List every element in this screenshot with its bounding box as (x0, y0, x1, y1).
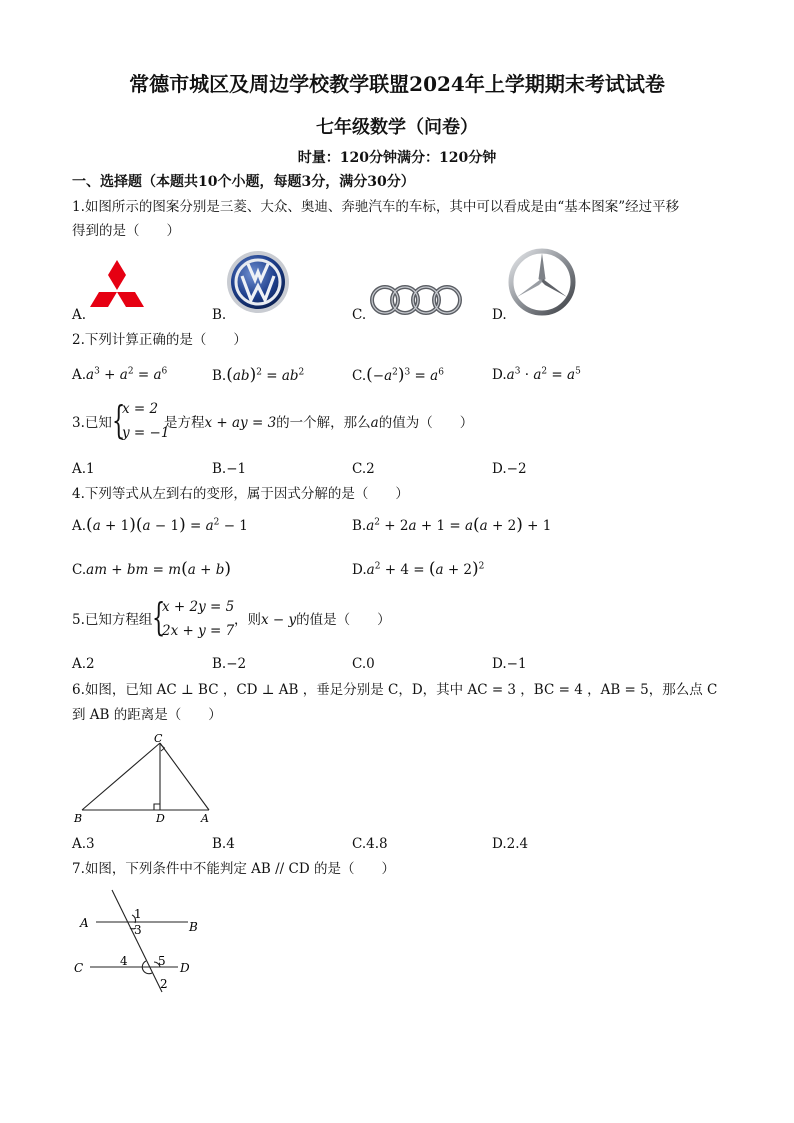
q2-option-b-prefix: B. (212, 368, 227, 384)
q1-option-a-label: A. (72, 307, 87, 323)
q6-triangle-figure (70, 728, 220, 828)
q5-option-c: C.0 (352, 656, 375, 672)
q3-option-c: C.2 (352, 461, 375, 477)
q3-system-brace: { (112, 398, 126, 442)
q1-stem-line2: 得到的是（ ） (72, 223, 180, 239)
q6-label-c: C (154, 732, 163, 745)
q7-label-d: D (180, 961, 190, 975)
q7-angle-4-label: 4 (120, 954, 128, 968)
q1-option-d-label: D. (492, 307, 507, 323)
q3-middle (164, 414, 473, 432)
q5-middle-text: ，则 (234, 612, 261, 628)
q6-right-angle-mark (154, 804, 160, 810)
q6-stem-line2: 到 AB 的距离是（ ） (72, 707, 222, 723)
q7-angle-2-label: 2 (160, 977, 168, 991)
q3-tail-text: 的一个解，那么 (276, 415, 371, 431)
q3-option-d: D.−2 (492, 461, 527, 477)
q5-prefix: 5.已知方程组 (72, 612, 153, 628)
q2-option-d: $D.a^3 \cdot a^2 = a^5$ (492, 366, 581, 383)
q2-option-d-prefix: D. (492, 367, 507, 383)
q2-stem: 2.下列计算正确的是（ ） (72, 332, 247, 348)
q1-option-c-label: C. (352, 307, 367, 323)
q3-middle-text: 是方程 (164, 415, 205, 431)
q4-option-b: $B.a^2 + 2a + 1 = a(a + 2) + 1$ (352, 515, 552, 535)
audi-logo-icon (368, 283, 464, 317)
mitsubishi-logo-icon (86, 258, 148, 316)
q6-option-c: C.4.8 (352, 836, 388, 852)
section-heading: 一、选择题（本题共10个小题，每题3分，满分30分） (72, 174, 415, 190)
q5-system-brace: { (152, 595, 166, 639)
page-title: 常德市城区及周边学校教学联盟2024年上学期期末考试试卷 (129, 72, 665, 96)
q2-option-a-prefix: A. (72, 367, 87, 383)
q2-option-c: $C.(-a^2)^3 = a^6$ (352, 365, 444, 385)
q7-label-c: C (74, 961, 84, 975)
q5-end-text: 的值是（ ） (296, 612, 391, 628)
q5-expression: x − y (261, 612, 297, 628)
volkswagen-logo-icon (226, 250, 290, 314)
page-subtitle: 七年级数学（问卷） (316, 117, 478, 138)
q5-middle (234, 611, 391, 629)
mercedes-logo-icon (507, 248, 577, 316)
q3-option-b: B.−1 (212, 461, 247, 477)
q4-option-a: $A.(a + 1)(a - 1) = a^2 - 1$ (72, 515, 248, 535)
q6-label-a: A (201, 812, 209, 825)
q2-option-b: $B.(ab)^2 = ab^2$ (212, 365, 305, 385)
q3-equation: x + ay = 3 (204, 415, 277, 431)
q1-stem-line1: 1.如图所示的图案分别是三菱、大众、奥迪、奔驰汽车的车标，其中可以看成是由“基本图案”经过平移 (72, 199, 680, 215)
q7-stem: 7.如图，下列条件中不能判定 AB // CD 的是（ ） (72, 861, 395, 877)
q6-label-b: B (74, 812, 83, 825)
q6-segment-bc (82, 743, 160, 810)
q5-option-b: B.−2 (212, 656, 247, 672)
q7-angle-1-label: 1 (134, 907, 142, 921)
q6-stem-line1: 6.如图，已知 AC ⊥ BC ，CD ⊥ AB ，垂足分别是 C，D，其中 AC = 3 ，BC = 4 ，AB = 5，那么点 C (72, 682, 718, 698)
q3-end-text: 的值为（ ） (378, 415, 474, 431)
q4-option-d: $D.a^2 + 4 = (a + 2)^2$ (352, 559, 485, 579)
q7-label-a: A (80, 916, 89, 930)
q2-option-a: $A.a^3 + a^2 = a^6$ (72, 366, 168, 383)
q3-prefix: 3.已知 (72, 415, 112, 431)
q6-option-b: B.4 (212, 836, 235, 852)
q6-option-a: A.3 (72, 836, 95, 852)
q4-stem: 4.下列等式从左到右的变形，属于因式分解的是（ ） (72, 486, 409, 502)
q3-system-row2: y = −1 (122, 425, 170, 441)
q5-system-row1: x + 2y = 5 (162, 599, 235, 615)
q7-angle-3-label: 3 (134, 923, 142, 937)
q6-segment-ca (160, 743, 209, 810)
q3-option-a: A.1 (72, 461, 95, 477)
q7-parallel-lines-figure (72, 885, 212, 995)
q3-variable: a (370, 415, 379, 431)
q7-transversal (112, 890, 162, 992)
q3-system-row1: x = 2 (122, 401, 159, 417)
q7-angle-5-label: 5 (158, 954, 166, 968)
q5-system-row2: 2x + y = 7 (162, 623, 235, 639)
q6-label-d: D (156, 812, 165, 825)
q6-option-d: D.2.4 (492, 836, 529, 852)
q5-option-a: A.2 (72, 656, 95, 672)
q7-label-b: B (189, 920, 198, 934)
q5-option-d: D.−1 (492, 656, 527, 672)
q4-option-c: C.am + bm = m(a + b) (72, 559, 231, 579)
time-info: 时量：120分钟满分：120分钟 (297, 150, 497, 166)
q1-option-b-label: B. (212, 307, 227, 323)
q2-option-c-prefix: C. (352, 368, 367, 384)
